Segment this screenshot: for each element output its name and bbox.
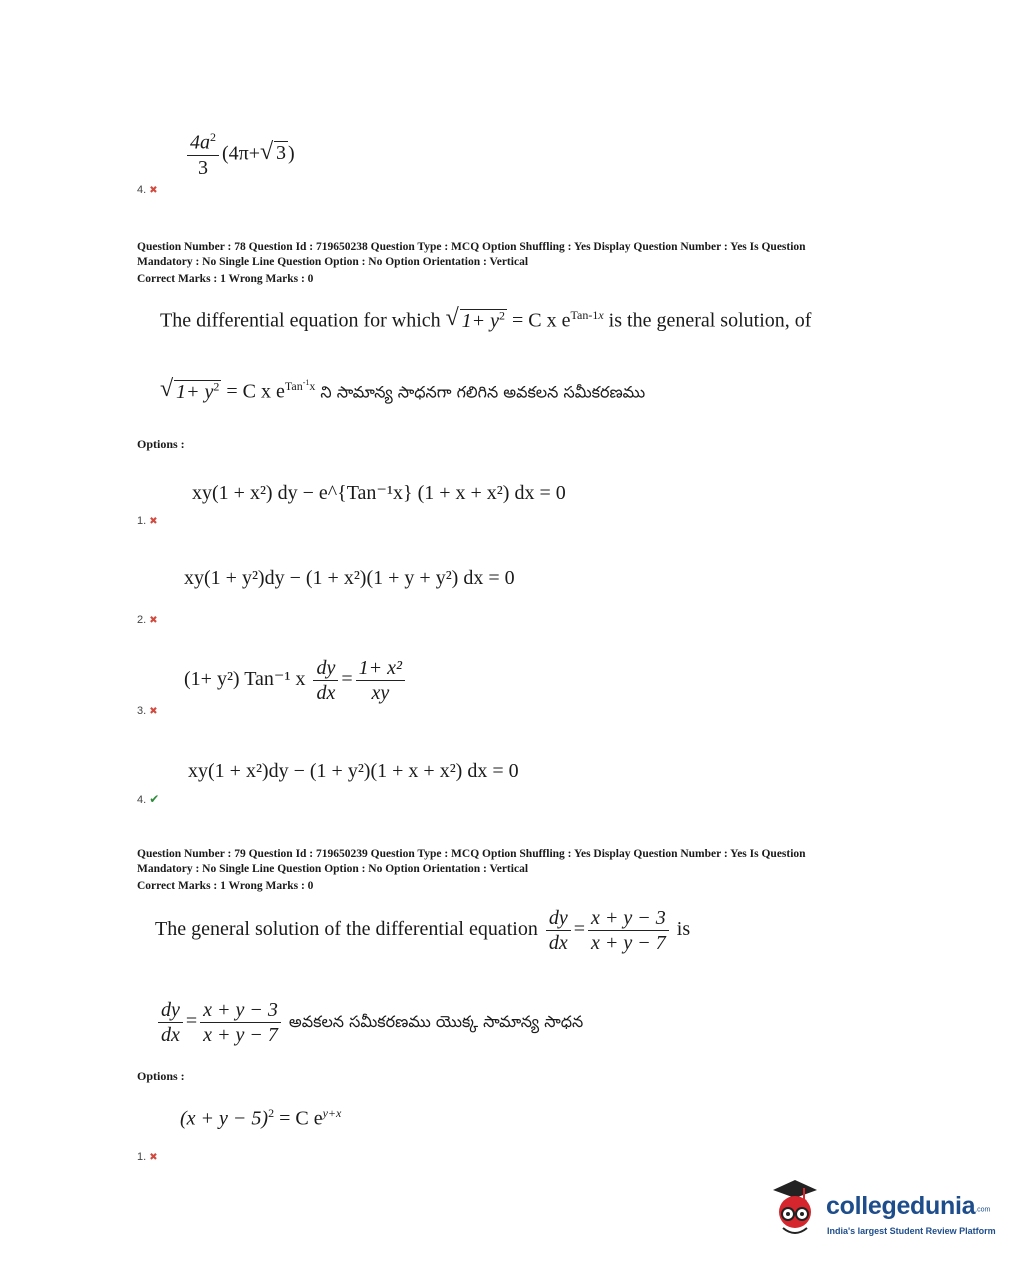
wrong-mark-icon: ✖ — [149, 1152, 158, 1163]
collegedunia-mascot-icon — [765, 1176, 825, 1246]
q79-option-1-label[interactable]: 1. ✖ — [137, 1151, 158, 1163]
wrong-mark-icon: ✖ — [149, 516, 158, 527]
logo-brand: collegedunia — [826, 1192, 976, 1220]
q78-option-3-label[interactable]: 3. ✖ — [137, 705, 158, 717]
q78-options-label: Options : — [137, 437, 185, 451]
prev-option-4-expression: $\frac{4a^2}{3}$ (4π+√ 3 ) — [184, 130, 295, 180]
logo-tagline: India's largest Student Review Platform — [827, 1226, 996, 1236]
q78-option-3-expression: (1+ y²) Tan⁻¹ x $\frac{dy}{dx}$ = $\frac{\text{1+ x²}}{xy}$ — [184, 656, 408, 705]
q79-question-text: The general solution of the differential equation $\frac{dy}{dx}$ = $\frac{x + y - 3}{x + y - 7}$ is — [155, 907, 691, 954]
logo-brand-suffix: .com — [975, 1206, 991, 1214]
wrong-mark-icon: ✖ — [149, 615, 158, 626]
wrong-mark-icon: ✖ — [149, 706, 158, 717]
q78-option-2-expression: xy(1 + y²)dy − (1 + x²)(1 + y + y²) dx = 0 — [184, 567, 515, 589]
q79-meta: Question Number : 79 Question Id : 719650239 Question Type : MCQ Option Shuffling : Yes Display Question Number : Yes Is Question Mandatory : No Single Line Question Option : No Option Orientation : Vertical Correct Marks : 1 Wrong Marks : 0 — [137, 848, 806, 892]
q78-meta: Question Number : 78 Question Id : 719650238 Question Type : MCQ Option Shuffling : Yes Display Question Number : Yes Is Question Mandatory : No Single Line Question Option : No Option Orientation : Vertical Correct Marks : 1 Wrong Marks : 0 — [137, 241, 806, 285]
q78-option-2-label[interactable]: 2. ✖ — [137, 614, 158, 626]
q78-option-1-label[interactable]: 1. ✖ — [137, 515, 158, 527]
collegedunia-logo — [826, 1192, 990, 1221]
prev-option-4-label: 4. ✖ — [137, 184, 158, 196]
wrong-mark-icon: ✖ — [149, 185, 158, 196]
q78-question-text: The differential equation for which √ $1+ y^2 = C$ x $e^{Tan-1x}$ is the general solution, of — [160, 308, 811, 333]
q79-options-label: Options : — [137, 1069, 185, 1083]
q78-option-1-expression: xy(1 + x²) dy − e^{Tan⁻¹x} (1 + x + x²) dx = 0 — [192, 482, 566, 504]
q78-telugu-text: √ $1+ y^2 = C$ x $e^{Tan^{-1}x}$ ని సామాన్య సాధనగా గలిగిన అవకలన సమీకరణము — [160, 378, 645, 406]
q78-option-4-label[interactable]: 4. ✔ — [137, 792, 160, 806]
q79-option-1-expression: $(x + y - 5)^2 = C$ $e^{y+x}$ — [180, 1106, 342, 1130]
q79-telugu-text: $\frac{dy}{dx}$ = $\frac{x + y - 3}{x + y - 7}$ అవకలన సమీకరణము యొక్క సామాన్య సాధన — [155, 998, 583, 1047]
q78-option-4-expression: xy(1 + x²)dy − (1 + y²)(1 + x + x²) dx = 0 — [188, 760, 519, 782]
check-mark-icon: ✔ — [149, 792, 160, 806]
